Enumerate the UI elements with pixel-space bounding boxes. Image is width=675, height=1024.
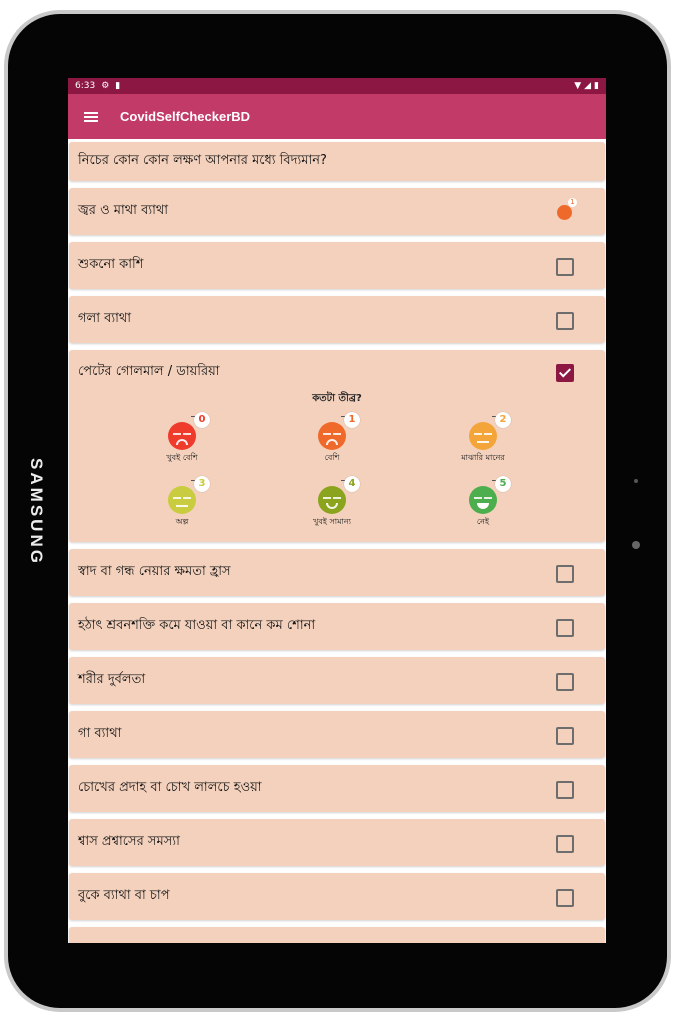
gear-icon: ⚙ bbox=[101, 81, 110, 91]
rating-badge: 1 bbox=[568, 198, 577, 207]
symptom-checkbox[interactable] bbox=[556, 258, 574, 276]
severity-option-1[interactable] bbox=[287, 414, 377, 465]
symptom-row[interactable] bbox=[69, 188, 605, 235]
hamburger-menu-icon[interactable] bbox=[84, 112, 98, 122]
smile-face-icon bbox=[318, 478, 356, 514]
severity-option-5[interactable] bbox=[438, 478, 528, 529]
severity-label: খুবই সামান্য bbox=[313, 517, 351, 526]
very-sad-face-icon bbox=[168, 414, 206, 450]
symptom-checkbox[interactable] bbox=[556, 673, 574, 691]
app-bar bbox=[68, 94, 606, 139]
symptom-row[interactable] bbox=[69, 242, 605, 289]
severity-value: 1 bbox=[344, 412, 360, 428]
symptom-label: পেটের গোলমাল / ডায়রিয়া bbox=[78, 363, 220, 379]
sim-icon: ▮ bbox=[115, 81, 121, 91]
symptom-label: শরীর দুর্বলতা bbox=[78, 672, 146, 687]
symptom-row[interactable] bbox=[69, 819, 605, 866]
severity-value: 5 bbox=[495, 476, 511, 492]
question-text: নিচের কোন কোন লক্ষণ আপনার মধ্যে বিদ্যমান? bbox=[78, 153, 327, 168]
symptom-checkbox[interactable] bbox=[556, 727, 574, 745]
wifi-icon: ▼ bbox=[574, 81, 582, 91]
symptom-row[interactable] bbox=[69, 296, 605, 343]
severity-value: 3 bbox=[194, 476, 210, 492]
symptom-checkbox[interactable] bbox=[556, 889, 574, 907]
symptom-row-expanded[interactable] bbox=[69, 350, 605, 542]
symptom-row[interactable] bbox=[69, 711, 605, 758]
severity-option-3[interactable] bbox=[137, 478, 227, 529]
symptom-label: চোখের প্রদাহ বা চোখ লালচে হওয়া bbox=[78, 780, 262, 795]
severity-option-2[interactable] bbox=[438, 414, 528, 465]
sensor-dot bbox=[634, 479, 638, 483]
brand-logo: SAMSUNG bbox=[27, 458, 46, 566]
symptom-checkbox[interactable] bbox=[556, 781, 574, 799]
symptom-label: জ্বর ও মাথা ব্যাথা bbox=[78, 203, 169, 218]
symptom-row[interactable] bbox=[69, 657, 605, 704]
severity-picker bbox=[69, 408, 605, 538]
status-time: 6:33 bbox=[75, 81, 96, 91]
symptom-label: গলা ব্যাথা bbox=[78, 311, 132, 326]
severity-label: নেই bbox=[476, 517, 490, 526]
symptom-row[interactable] bbox=[69, 603, 605, 650]
sad-face-icon[interactable] bbox=[557, 205, 572, 220]
severity-label: অল্প bbox=[175, 517, 189, 526]
severity-title: কতটা তীব্র? bbox=[312, 393, 362, 404]
symptom-label: শুকনো কাশি bbox=[78, 257, 144, 272]
severity-label: মাঝারি মানের bbox=[461, 453, 505, 462]
severity-option-4[interactable] bbox=[287, 478, 377, 529]
symptom-row-partial[interactable] bbox=[69, 927, 605, 943]
symptom-label: বুকে ব্যাথা বা চাপ bbox=[78, 888, 170, 903]
status-bar bbox=[68, 78, 606, 94]
symptom-checkbox[interactable] bbox=[556, 312, 574, 330]
symptom-label: স্বাদ বা গন্ধ নেয়ার ক্ষমতা হ্রাস bbox=[78, 564, 231, 579]
severity-value: 0 bbox=[194, 412, 210, 428]
symptom-checkbox[interactable] bbox=[556, 619, 574, 637]
app-screen bbox=[68, 78, 606, 943]
symptom-row[interactable] bbox=[69, 873, 605, 920]
severity-value: 4 bbox=[344, 476, 360, 492]
question-card bbox=[69, 142, 605, 181]
symptom-checkbox[interactable] bbox=[556, 565, 574, 583]
signal-icon: ◢ bbox=[584, 81, 592, 91]
neutral-face-icon bbox=[469, 414, 507, 450]
camera-dot bbox=[632, 541, 640, 549]
symptom-label: হঠাৎ শ্রবনশক্তি কমে যাওয়া বা কানে কম শোনা bbox=[78, 618, 316, 633]
symptom-checkbox[interactable] bbox=[556, 835, 574, 853]
symptom-list bbox=[68, 139, 606, 943]
symptom-row[interactable] bbox=[69, 549, 605, 596]
symptom-row[interactable] bbox=[69, 765, 605, 812]
happy-face-icon bbox=[469, 478, 507, 514]
symptom-checkbox-checked[interactable] bbox=[556, 364, 574, 382]
sad-face-icon bbox=[318, 414, 356, 450]
severity-option-0[interactable] bbox=[137, 414, 227, 465]
app-title: CovidSelfCheckerBD bbox=[120, 109, 251, 124]
battery-icon: ▮ bbox=[594, 81, 599, 91]
severity-value: 2 bbox=[495, 412, 511, 428]
symptom-label: শ্বাস প্রশ্বাসের সমস্যা bbox=[78, 834, 180, 849]
severity-label: বেশি bbox=[324, 453, 340, 462]
slight-face-icon bbox=[168, 478, 206, 514]
severity-label: খুবই বেশি bbox=[166, 453, 198, 462]
symptom-label: গা ব্যাথা bbox=[78, 726, 122, 741]
